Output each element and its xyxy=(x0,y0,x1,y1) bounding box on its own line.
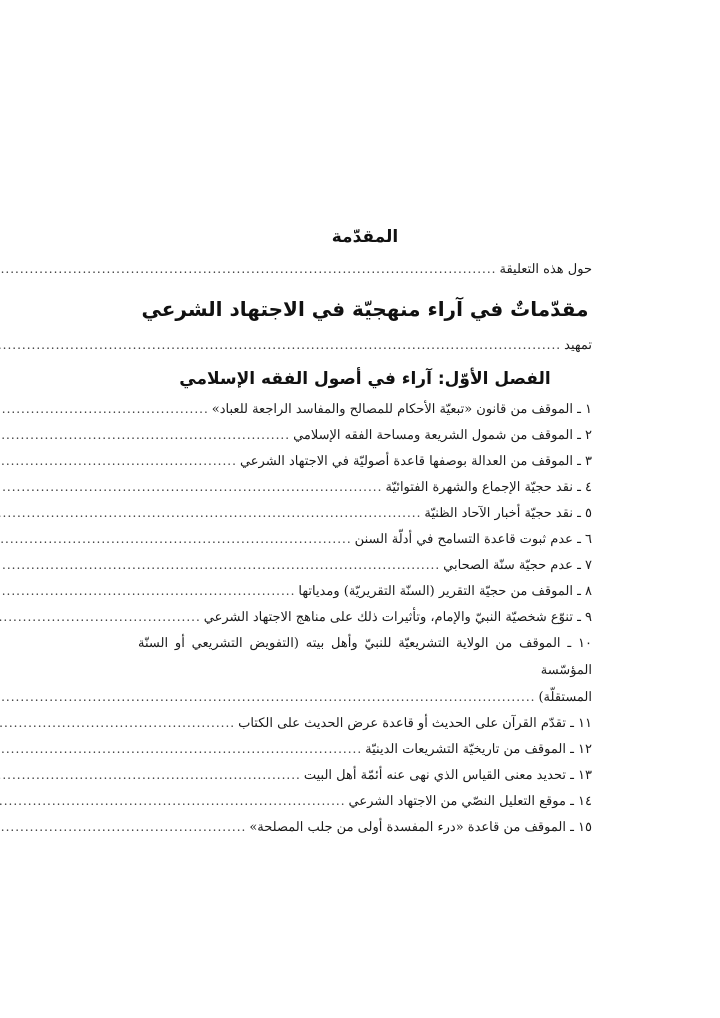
toc-leader-dots xyxy=(0,332,561,358)
toc-entry[interactable] xyxy=(138,448,592,474)
toc-entry-last-line xyxy=(138,684,592,710)
toc-leader-dots xyxy=(0,578,295,604)
toc-leader-dots xyxy=(0,736,362,762)
toc-leader-dots xyxy=(0,256,497,282)
toc-entry-title-line1: ١٠ ـ الموقف من الولاية التشريعيّة للنبيّ وأهل بيته (التفويض التشريعي أو السنّة المؤسّسة xyxy=(138,636,592,678)
toc-entry-title: ٦ ـ عدم ثبوت قاعدة التسامح في أدلّة السنن xyxy=(354,532,592,547)
chapter-list xyxy=(138,396,592,840)
toc-entry-title: ١٢ ـ الموقف من تاريخيّة التشريعات الدينيّة xyxy=(365,742,592,757)
toc-entry-title: ١١ ـ تقدّم القرآن على الحديث أو قاعدة عرض الحديث على الكتاب xyxy=(238,716,592,731)
toc-entry[interactable] xyxy=(138,474,592,500)
table-of-contents xyxy=(138,226,592,840)
toc-leader-dots xyxy=(0,788,346,814)
toc-leader-dots xyxy=(0,526,352,552)
toc-entry[interactable] xyxy=(138,736,592,762)
toc-entry-title: ١ ـ الموقف من قانون «تبعيّة الأحكام للمصالح والمفاسد الراجعة للعباد» xyxy=(211,402,592,417)
chapter-heading: الفصل الأوّل: آراء في أصول الفقه الإسلامي xyxy=(179,369,551,389)
toc-leader-dots xyxy=(0,422,290,448)
toc-entry-multiline[interactable] xyxy=(138,630,592,710)
toc-entry-title: ٥ ـ نقد حجيّة أخبار الآحاد الظنيّة xyxy=(424,506,592,521)
toc-entry[interactable] xyxy=(138,578,592,604)
part-list xyxy=(138,332,592,358)
part-heading: مقدّماتٌ في آراء منهجيّة في الاجتهاد الشرعي xyxy=(141,297,589,321)
toc-entry-title: ٣ ـ الموقف من العدالة بوصفها قاعدة أصوليّة في الاجتهاد الشرعي xyxy=(239,454,592,469)
toc-entry[interactable] xyxy=(138,332,592,358)
toc-entry-title: تمهيد xyxy=(564,338,592,353)
toc-entry-title: ١٤ ـ موقع التعليل النصّي من الاجتهاد الشرعي xyxy=(348,794,592,809)
toc-entry[interactable] xyxy=(138,552,592,578)
toc-entry[interactable] xyxy=(138,814,592,840)
toc-entry-title: ٨ ـ الموقف من حجيّة التقرير (السنّة التقريريّة) ومدياتها xyxy=(298,584,592,599)
toc-leader-dots xyxy=(0,814,246,840)
toc-entry-title: حول هذه التعليقة xyxy=(499,262,592,277)
toc-leader-dots xyxy=(0,474,382,500)
toc-entry[interactable] xyxy=(138,500,592,526)
intro-heading: المقدّمة xyxy=(331,227,399,247)
toc-entry[interactable] xyxy=(138,762,592,788)
toc-leader-dots xyxy=(0,500,421,526)
toc-entry[interactable] xyxy=(138,604,592,630)
toc-entry[interactable] xyxy=(138,396,592,422)
toc-leader-dots xyxy=(0,604,201,630)
toc-leader-dots xyxy=(0,396,209,422)
toc-entry-title: ١٥ ـ الموقف من قاعدة «درء المفسدة أولى من جلب المصلحة» xyxy=(249,820,592,835)
toc-leader-dots xyxy=(0,762,301,788)
toc-leader-dots xyxy=(0,552,440,578)
toc-entry[interactable] xyxy=(138,710,592,736)
toc-entry-title: ٤ ـ نقد حجيّة الإجماع والشهرة الفتوائيّة xyxy=(385,480,592,495)
toc-entry-title: ٩ ـ تنوّع شخصيّة النبيّ والإمام، وتأثيرات ذلك على مناهج الاجتهاد الشرعي xyxy=(203,610,592,625)
toc-leader-dots xyxy=(0,684,535,710)
intro-list xyxy=(138,256,592,282)
toc-leader-dots xyxy=(0,448,237,474)
toc-entry[interactable] xyxy=(138,256,592,282)
toc-leader-dots xyxy=(0,710,235,736)
toc-entry[interactable] xyxy=(138,788,592,814)
toc-entry-title-line2: المستقلّة) xyxy=(538,690,592,705)
toc-entry-title: ٢ ـ الموقف من شمول الشريعة ومساحة الفقه الإسلامي xyxy=(293,428,592,443)
toc-entry-title: ٧ ـ عدم حجيّة سنّة الصحابي xyxy=(443,558,592,573)
toc-entry-title: ١٣ ـ تحديد معنى القياس الذي نهى عنه أئمّة أهل البيت xyxy=(303,768,592,783)
toc-entry[interactable] xyxy=(138,422,592,448)
toc-entry[interactable] xyxy=(138,526,592,552)
